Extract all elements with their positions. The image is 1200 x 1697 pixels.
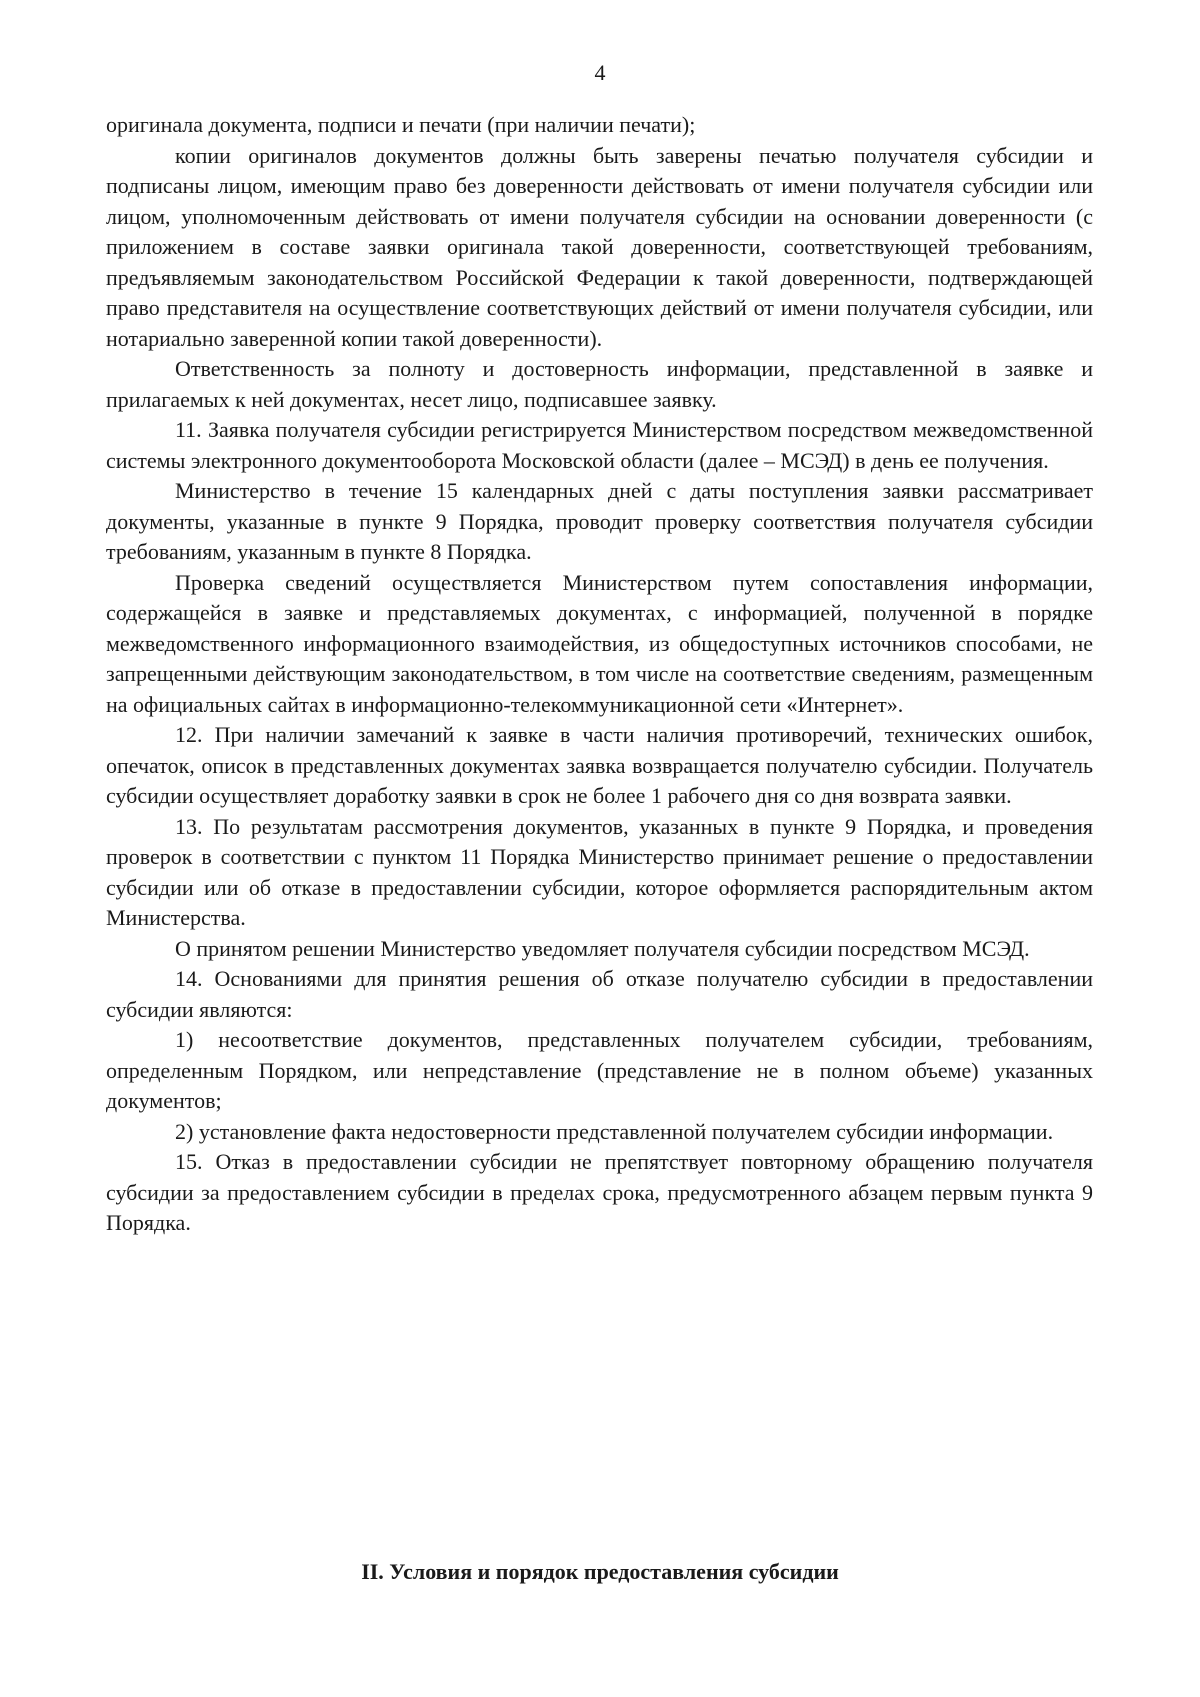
paragraph-item-15: 15. Отказ в предоставлении субсидии не препятствует повторному обращению получателя субсидии за предоставлением субсидии в пределах срока, предусмотренного абзацем первым пункта 9 Порядка. [106, 1149, 1093, 1235]
document-body [106, 110, 1093, 1239]
paragraph-item-13: 13. По результатам рассмотрения документов, указанных в пункте 9 Порядка, и проведения проверок в соответствии с пунктом 11 Порядка Министерство принимает решение о предоставлении субсидии или об отказе в предоставлении субсидии, которое оформляется распорядительным актом Министерства. [106, 813, 1093, 930]
paragraph-copies-certification: копии оригиналов документов должны быть заверены печатью получателя субсидии и подписаны лицом, имеющим право без доверенности действовать от имени получателя субсидии или лицом, уполномоченным действовать от имени получателя субсидии на основании доверенности (с приложением в составе заявки оригинала такой доверенности, соответствующей требованиям, предъявляемым законодательством Российской Федерации к такой доверенности, подтверждающей право представителя на осуществление соответствующих действий от имени получателя субсидии, или нотариально заверенной копии такой доверенности). [106, 142, 1093, 351]
paragraph-verification: Проверка сведений осуществляется Министерством путем сопоставления информации, содержащейся в заявке и представляемых документах, с информацией, полученной в порядке межведомственного информационного взаимодействия, из общедоступных источников способами, не запрещенными действующим законодательством, в том числе на соответствие сведениям, размещенным на официальных сайтах в информационно-телекоммуникационной сети «Интернет». [106, 569, 1093, 717]
paragraph-item-14-1: 1) несоответствие документов, представленных получателем субсидии, требованиям, определенным Порядком, или непредставление (представление не в полном объеме) указанных документов; [106, 1027, 1093, 1113]
paragraph-notification: О принятом решении Министерство уведомляет получателя субсидии посредством МСЭД. [175, 935, 1030, 961]
paragraph-continuation: оригинала документа, подписи и печати (при наличии печати); [106, 112, 696, 137]
paragraph-responsibility: Ответственность за полноту и достоверность информации, представленной в заявке и прилагаемых к ней документах, несет лицо, подписавшее заявку. [106, 356, 1093, 412]
paragraph-item-14-2: 2) установление факта недостоверности представленной получателем субсидии информации. [175, 1118, 1054, 1144]
paragraph-item-14: 14. Основаниями для принятия решения об отказе получателю субсидии в предоставлении субсидии являются: [106, 966, 1093, 1022]
paragraph-item-12: 12. При наличии замечаний к заявке в части наличия противоречий, технических ошибок, опечаток, описок в представленных документах заявка возвращается получателю субсидии. Получатель субсидии осуществляет доработку заявки в срок не более 1 рабочего дня со дня возврата заявки. [106, 722, 1093, 808]
paragraph-review-period: Министерство в течение 15 календарных дней с даты поступления заявки рассматривает документы, указанные в пункте 9 Порядка, проводит проверку соответствия получателя субсидии требованиям, указанным в пункте 8 Порядка. [106, 478, 1093, 564]
paragraph-item-11: 11. Заявка получателя субсидии регистрируется Министерством посредством межведомственной системы электронного документооборота Московской области (далее – МСЭД) в день ее получения. [106, 417, 1093, 473]
page-number: 4 [594, 60, 606, 85]
section-heading: II. Условия и порядок предоставления субсидии [361, 1559, 839, 1584]
